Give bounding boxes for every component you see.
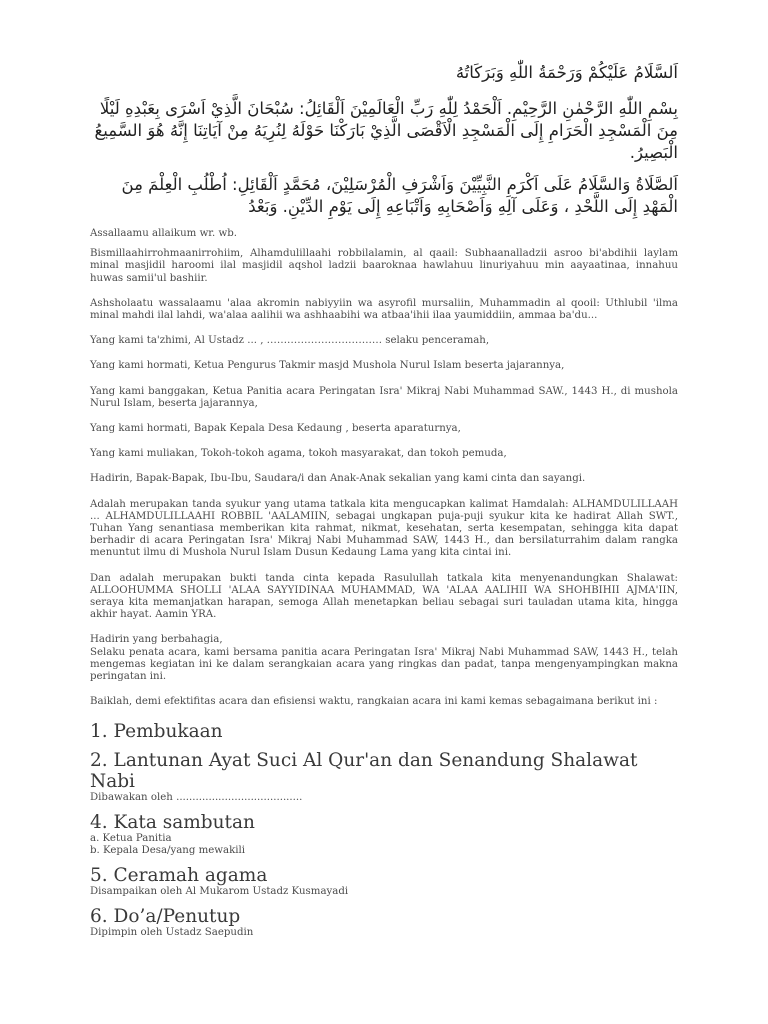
agenda-detail: Disampaikan oleh Al Mukarom Ustadz Kusmayadi [90,886,349,898]
agenda-item [90,906,678,939]
agenda-item [90,865,678,898]
penata-acara-paragraph: Selaku penata acara, kami bersama panitia acara Peringatan Isra' Mikraj Nabi Muhammad SAW, 1443 H., telah mengemas kegiatan ini ke dalam serangkaian acara yang ringkas dan padat, tanpa mengenyampingkan makna peringatan ini. [90,646,678,683]
salutation-takmir: Yang kami hormati, Ketua Pengurus Takmir masjd Mushola Nurul Islam beserta jajarannya, [90,360,565,372]
arabic-opening-paragraph: بِسْمِ اللّٰهِ الرَّحْمٰنِ الرَّحِيْمِ. اَلْحَمْدُ لِلّٰهِ رَبِّ الْعَالَمِيْنَ اَلْقَائِلُ: سُبْحَانَ الَّذِيْ اَسْرَى بِعَبْدِهِ لَيْلًا مِنَ الْمَسْجِدِ الْحَرَامِ إِلَى الْمَسْجِدِ الْاَقْصَى الَّذِيْ بَارَكْنَا حَوْلَهُ لِنُرِيَهُ مِنْ آيَاتِنَا إِنَّهُ هُوَ السَّمِيعُ الْبَصِيرُ. [94,99,678,162]
agenda-title: 5. Ceramah agama [90,865,268,887]
agenda-title: 1. Pembukaan [90,721,223,743]
salutation-panitia: Yang kami banggakan, Ketua Panitia acara Peringatan Isra' Mikraj Nabi Muhammad SAW., 1443 H., di mushola Nurul Islam, beserta jajarannya, [90,385,678,409]
hamdalah-paragraph: Adalah merupakan tanda syukur yang utama tatkala kita mengucapkan kalimat Hamdalah: ALHAMDULILLAAH ... ALHAMDULILLAAHI ROBBIL 'AALAMIIN, sebagai ungkapan puja-puji syukur kita ke hadirat Allah SWT., Tuhan Yang senantiasa memberikan kita rahmat, nikmat, kesehatan, serta kesempatan, sehingga kita dapat berhadir di acara Peringatan Isra' Mikraj Nabi Muhammad SAW, 1443 H., dan bersilaturrahim dalam rangka menuntut ilmu di Mushola Nurul Islam Dusun Kedaung Lama yang kita cintai ini. [90,498,678,559]
arabic-greeting: اَلسَّلَامُ عَلَيْكُمْ وَرَحْمَةُ اللّٰهِ وَبَرَكَاتُهُ [455,63,678,82]
agenda-detail: a. Ketua Panitia [90,833,172,845]
arabic-shalawat-paragraph: اَلصَّلَاةُ وَالسَّلَامُ عَلَى اَكْرَمِ النَّبِيِّيْنَ وَاَشْرَفِ الْمُرْسَلِيْنَ، مُحَمَّدٍ اَلْقَائِلِ: اُطْلُبِ الْعِلْمَ مِنَ الْمَهْدِ إِلَى اللَّحْدِ ، وَعَلَى آلِهِ وَاَصْحَابِهِ وَاَتْبَاعِهِ إِلَى يَوْمِ الدِّيْنِ. وَبَعْدُ [121,175,678,216]
agenda-detail: Dibawakan oleh ....................................... [90,792,303,804]
salutation-tokoh: Yang kami muliakan, Tokoh-tokoh agama, tokoh masyarakat, dan tokoh pemuda, [90,448,507,460]
salutation-penceramah: Yang kami ta'zhimi, Al Ustadz ... , ……………………………. selaku penceramah, [90,335,490,347]
hadirin-line: Hadirin yang berbahagia, [90,634,223,646]
shalawat-paragraph: Dan adalah merupakan bukti tanda cinta kepada Rasulullah tatkala kita menyenandungkan Shalawat: ALLOOHUMMA SHOLLI 'ALAA SAYYIDINAA MUHAMMAD, WA 'ALAA AALIHII WA SHOHBIHII AJMA'IIN, seraya kita memanjatkan harapan, semoga Allah menetapkan beliau sebagai suri tauladan utama kita, hingga akhir hayat. Aamin YRA. [90,572,678,621]
agenda-detail: Dipimpin oleh Ustadz Saepudin [90,927,254,939]
agenda-title: 4. Kata sambutan [90,812,255,834]
agenda-detail: b. Kepala Desa/yang mewakili [90,845,246,857]
agenda-title: 6. Do’a/Penutup [90,906,241,928]
agenda-title: 2. Lantunan Ayat Suci Al Qur'an dan Senandung Shalawat Nabi [90,750,638,793]
salutation-kepala-desa: Yang kami hormati, Bapak Kepala Desa Kedaung , beserta aparaturnya, [90,423,461,435]
opening-transliteration: Bismillaahirrohmaanirrohiim, Alhamdulillaahi robbilalamin, al qaail: Subhaanalladzii asroo bi'abdihii laylam minal masjidil haroomi ilal masjidil aqshol ladzii baaroknaa hawlahuu linuriyahuu min aayaatinaa, innahuu huwas samii'ul bashiir. [90,248,678,284]
agenda-list [90,721,678,939]
greeting-latin: Assallaamu allaikum wr. wb. [90,228,237,239]
salutation-hadirin: Hadirin, Bapak-Bapak, Ibu-Ibu, Saudara/i dan Anak-Anak sekalian yang kami cinta dan sayangi. [90,473,586,485]
rangkaian-intro: Baiklah, demi efektifitas acara dan efisiensi waktu, rangkaian acara ini kami kemas sebagaimana berikut ini : [90,696,658,708]
shalawat-transliteration: Ashsholaatu wassalaamu 'alaa akromin nabiyyiin wa asyrofil mursaliin, Muhammadin al qooil: Uthlubil 'ilma minal mahdi ilal lahdi, wa'alaa aalihii wa ashhaabihi wa atbaa'ihii ilaa yaumiddiin, ammaa ba'du... [90,297,678,322]
agenda-item [90,721,678,742]
agenda-item [90,812,678,857]
agenda-item [90,750,678,804]
